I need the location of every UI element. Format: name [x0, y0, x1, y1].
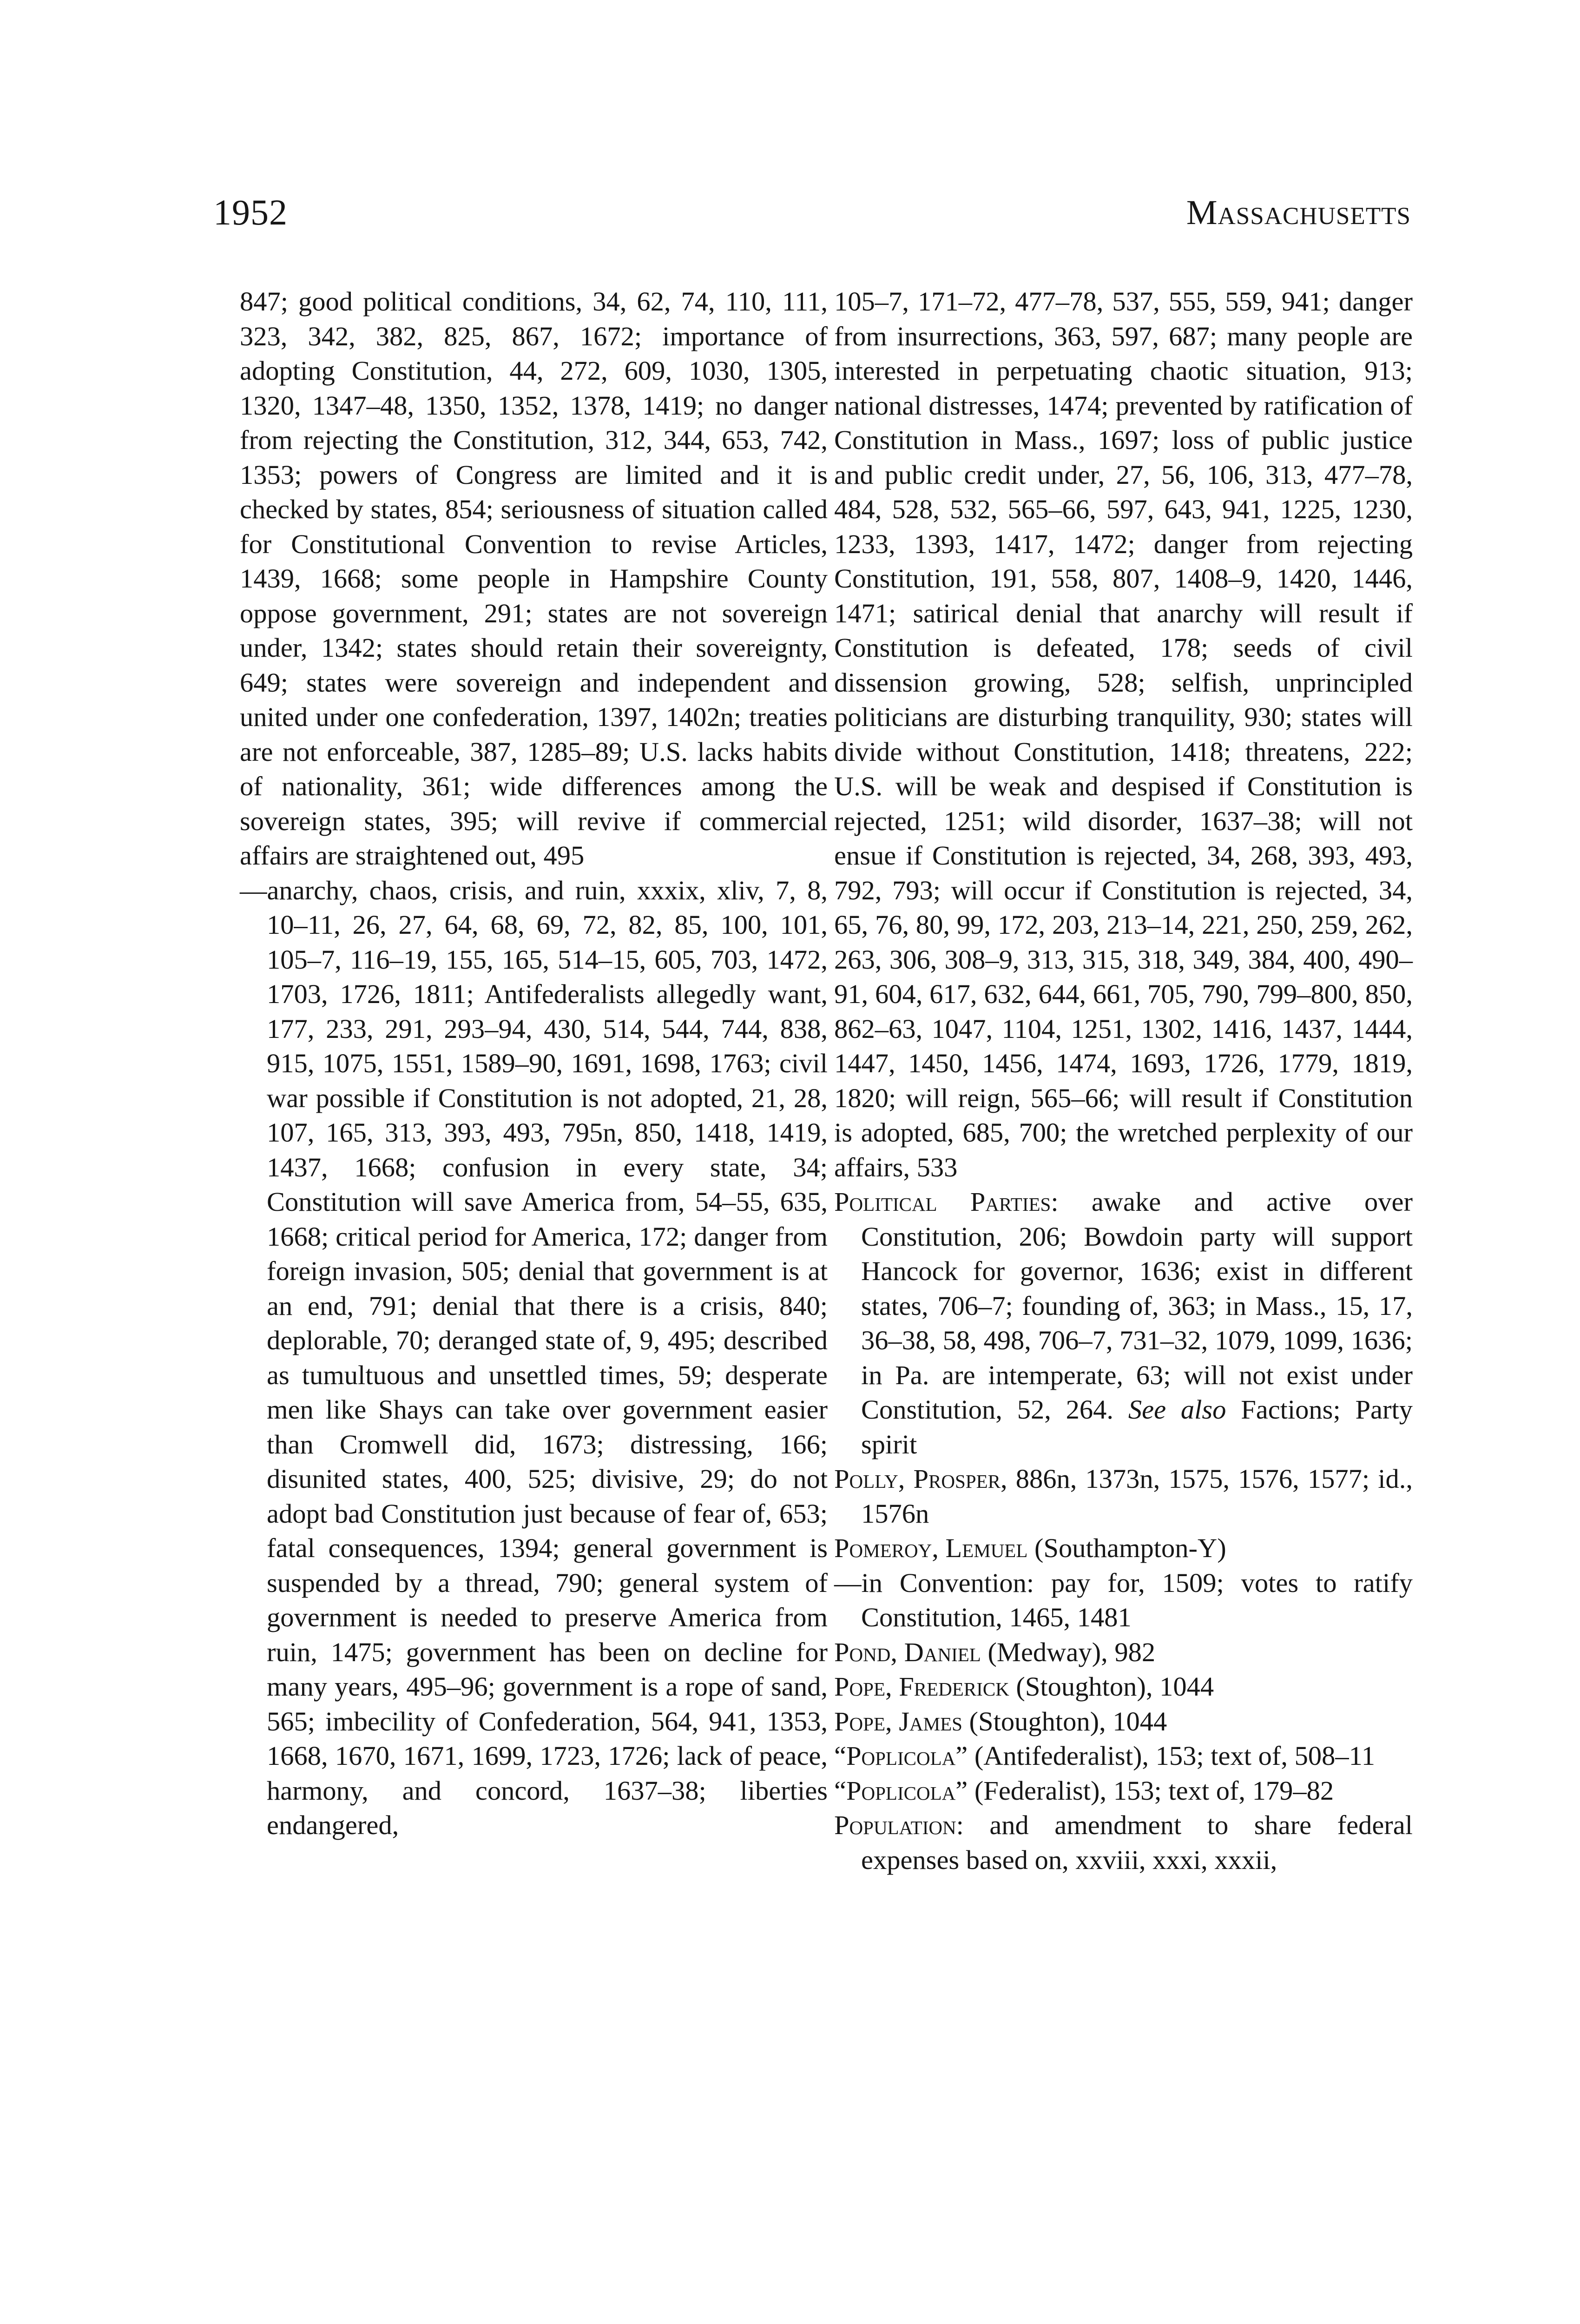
subentry-in-convention: —in Convention: pay for, 1509; votes to ratify Constitution, 1465, 1481 [834, 1567, 1413, 1632]
entry-poplicola-federalist [834, 1774, 1413, 1809]
see-also-refs: Factions; Party spirit [861, 1394, 1413, 1459]
entry-continuation: 847; good political conditions, 34, 62, 74, 110, 111, 323, 342, 382, 825, 867, 1672; importance of adopting Constitution, 44, 272, 609, 1030, 1305, 1320, 1347–48, 1350, 1352, 1378, 1419; no danger from rejecting the Constitution, 312, 344, 653, 742, 1353; powers of Congress are limited and it is checked by states, 854; seriousness of situation called for Constitutional Convention to revise Articles, 1439, 1668; some people in Hampshire County oppose government, 291; states are not sovereign under, 1342; states should retain their sovereignty, 649; states were sovereign and independent and united under one confederation, 1397, 1402n; treaties are not enforceable, 387, 1285–89; U.S. lacks habits of nationality, 361; wide differences among the sovereign states, 395; will revive if commercial affairs are straightened out, 495 [240, 286, 828, 871]
running-head: Massachusetts [1186, 193, 1411, 232]
entry-heading: Pope, Frederick [834, 1671, 1009, 1702]
entry-body: (Southampton-Y) [1027, 1533, 1226, 1563]
entry-body: (Stoughton), 1044 [962, 1706, 1167, 1736]
entry-heading: Pomeroy, Lemuel [834, 1533, 1028, 1563]
entry-body: : awake and active over Constitution, 206; Bowdoin party will support Hancock for governor, 1636; exist in different states, 706–7; founding of, 363; in Mass., 15, 17, 36–38, 58, 498, 706–7, 731–32, 1079, 1099, 1636; in Pa. are intemperate, 63; will not exist under Constitution, 52, 264. [861, 1187, 1413, 1425]
entry-political-parties [834, 1185, 1413, 1462]
entry-pond-daniel [834, 1635, 1413, 1670]
entry-heading: Political Parties [834, 1187, 1051, 1217]
entry-heading: Poplicola [846, 1775, 956, 1806]
page-number: 1952 [213, 192, 288, 232]
entry-heading: Population [834, 1810, 956, 1840]
quote-open: “ [834, 1741, 846, 1771]
entry-body: (Federalist), 153; text of, 179–82 [968, 1775, 1334, 1806]
entry-body: , 886n, 1373n, 1575, 1576, 1577; id., 1576n [861, 1464, 1413, 1529]
entry-body: (Stoughton), 1044 [1009, 1671, 1214, 1702]
quote-close: ” [955, 1741, 968, 1771]
entry-pope-james [834, 1704, 1413, 1739]
entry-pomeroy-lemuel [834, 1531, 1413, 1566]
quote-open: “ [834, 1775, 846, 1806]
entry-pope-frederick [834, 1670, 1413, 1704]
entry-body: : and amendment to share federal expenses based on, xxviii, xxxi, xxxii, [861, 1810, 1413, 1875]
entry-body: (Medway), 982 [981, 1637, 1156, 1667]
entry-body: (Antifederalist), 153; text of, 508–11 [968, 1741, 1375, 1771]
entry-heading: Pope, James [834, 1706, 962, 1736]
subentry-anarchy: —anarchy, chaos, crisis, and ruin, xxxix, xliv, 7, 8, 10–11, 26, 27, 64, 68, 69, 72, 82, 85, 100, 101, 105–7, 116–19, 155, 165, 514–15, 605, 703, 1472, 1703, 1726, 1811; Antifederalists allegedly want, 177, 233, 291, 293–94, 430, 514, 544, 744, 838, 915, 1075, 1551, 1589–90, 1691, 1698, 1763; civil war possible if Constitution is not adopted, 21, 28, 107, 165, 313, 393, 493, 795n, 850, 1418, 1419, 1437, 1668; confusion in every state, 34; Constitution will save America from, 54–55, 635, 1668; critical period for America, 172; danger from foreign invasion, 505; denial that government is at an end, 791; denial that there is a crisis, 840; deplorable, 70; deranged state of, 9, 495; described as tumultuous and unsettled times, 59; desperate men like Shays can take over government easier than Cromwell did, 1673; distressing, 166; disunited states, 400, 525; divisive, 29; do not adopt bad Constitution just because of fear of, 653; fatal consequences, 1394; general government is suspended by a thread, 790; general system of government is needed to preserve America from ruin, 1475; government has been on decline for many years, 495–96; government is a rope of sand, 565; imbecility of Confederation, 564, 941, 1353, 1668, 1670, 1671, 1699, 1723, 1726; lack of peace, harmony, and concord, 1637–38; liberties endangered, [240, 875, 828, 1840]
entry-continuation: 105–7, 171–72, 477–78, 537, 555, 559, 941; danger from insurrections, 363, 597, 687; many people are interested in perpetuating chaotic situation, 913; national distresses, 1474; prevented by ratification of Constitution in Mass., 1697; loss of public justice and public credit under, 27, 56, 106, 313, 477–78, 484, 528, 532, 565–66, 597, 643, 941, 1225, 1230, 1233, 1393, 1417, 1472; danger from rejecting Constitution, 191, 558, 807, 1408–9, 1420, 1446, 1471; satirical denial that anarchy will result if Constitution is defeated, 178; seeds of civil dissension growing, 528; selfish, unprincipled politicians are disturbing tranquility, 930; states will divide without Constitution, 1418; threatens, 222; U.S. will be weak and despised if Constitution is rejected, 1251; wild disorder, 1637–38; will not ensue if Constitution is rejected, 34, 268, 393, 493, 792, 793; will occur if Constitution is rejected, 34, 65, 76, 80, 99, 172, 203, 213–14, 221, 250, 259, 262, 263, 306, 308–9, 313, 315, 318, 349, 384, 400, 490–91, 604, 617, 632, 644, 661, 705, 790, 799–800, 850, 862–63, 1047, 1104, 1251, 1302, 1416, 1437, 1444, 1447, 1450, 1456, 1474, 1693, 1726, 1779, 1819, 1820; will reign, 565–66; will result if Constitution is adopted, 685, 700; the wretched perplexity of our affairs, 533 [834, 286, 1413, 1182]
index-column-left [240, 284, 828, 1843]
entry-population [834, 1808, 1413, 1877]
entry-heading: Pond, Daniel [834, 1637, 981, 1667]
page-header [0, 0, 1580, 325]
entry-polly-prosper [834, 1462, 1413, 1531]
see-also-label: See also [1128, 1394, 1226, 1425]
index-column-right [834, 284, 1413, 1877]
entry-heading: Poplicola [846, 1741, 956, 1771]
entry-poplicola-antifederalist [834, 1739, 1413, 1774]
entry-heading: Polly, Prosper [834, 1464, 1001, 1494]
quote-close: ” [955, 1775, 968, 1806]
